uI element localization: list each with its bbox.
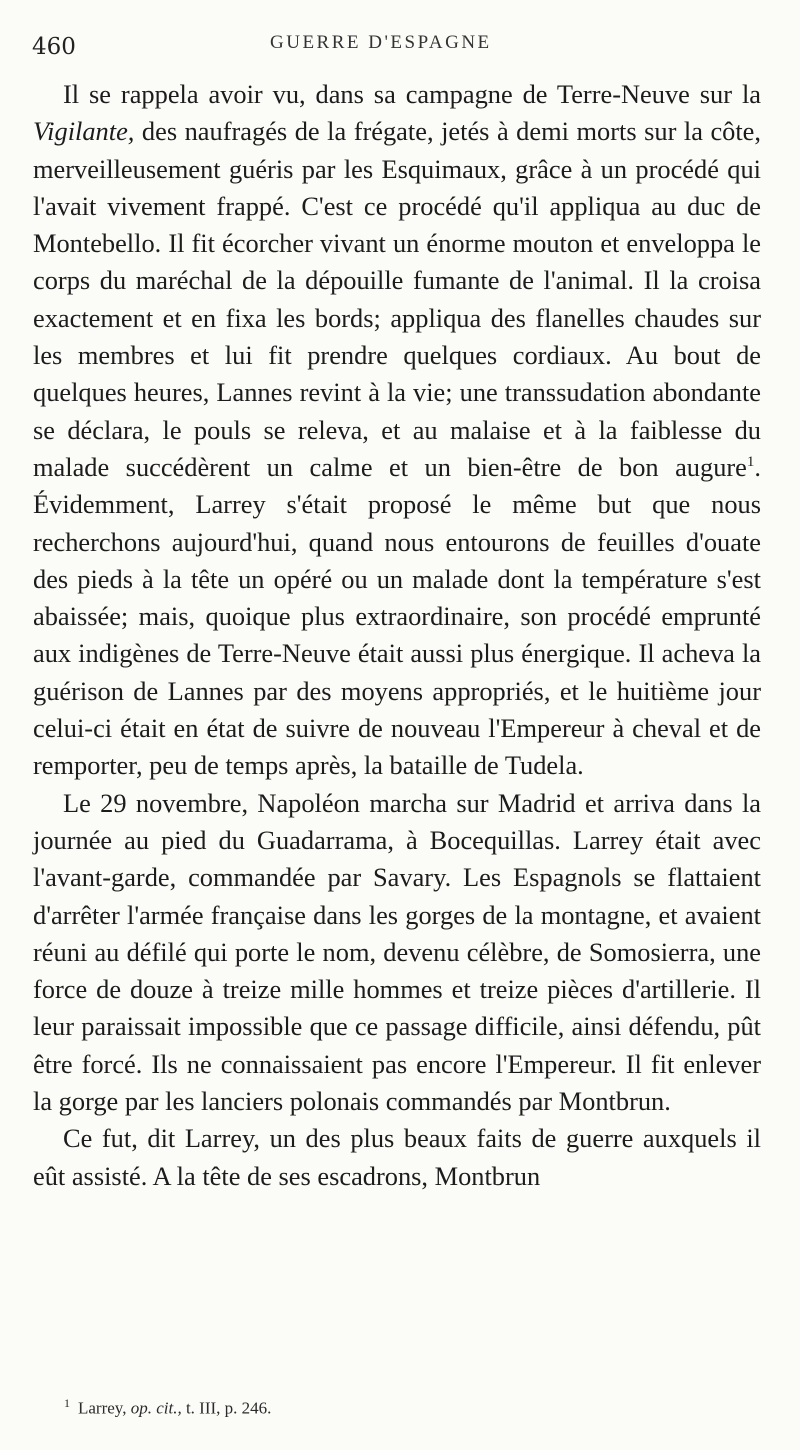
footnote-author: Larrey, [78,1398,131,1418]
body-text [33,76,761,1195]
paragraph-1-text-b: des naufragés de la frégate, jetés à demi morts sur la côte, merveilleusement guéris par les Esquimaux, grâce à un procédé qui l'avait vivement frappé. C'est ce procédé qu'il appliqua au duc de Montebello. Il fit écorcher vivant un énorme mouton et enveloppa le corps du maréchal de la dépouille fumante de l'animal. Il la croisa exactement et en fixa les bords; appliqua des flanelles chaudes sur les membres et lui fit prendre quelques cordiaux. Au bout de quelques heures, Lannes revint à la vie; une transsudation abondante se déclara, le pouls se releva, et au malaise et à la faiblesse du malade succédèrent un calme et un bien-être de bon augure [33,116,761,482]
footnote [64,1396,764,1419]
paragraph-1-text-a: Il se rappela avoir vu, dans sa campagne de Terre-Neuve sur la [63,79,761,109]
paragraph-2: Le 29 novembre, Napoléon marcha sur Madrid et arriva dans la journée au pied du Guadarrama, à Bocequillas. Larrey était avec l'avant-garde, commandée par Savary. Les Espagnols se flattaient d'arrêter l'armée française dans les gorges de la montagne, et avaient réuni au défilé qui porte le nom, devenu célèbre, de Somosierra, une force de douze à treize mille hommes et treize pièces d'artillerie. Il leur paraissait impossible que ce passage difficile, ainsi défendu, pût être forcé. Ils ne connaissaient pas encore l'Empereur. Il fit enlever la gorge par les lanciers polonais commandés par Montbrun. [33,787,761,1117]
paragraph-1-text-c: . Évidemment, Larrey s'était proposé le même but que nous recherchons aujourd'hui, quand nous entourons de feuilles d'ouate des pieds à la tête un opéré ou un malade dont la température s'est abaissée; mais, quoique plus extraordinaire, son procédé emprunté aux indigènes de Terre-Neuve était aussi plus énergique. Il acheva la guérison de Lannes par des moyens appropriés, et le huitième jour celui-ci était en état de suivre de nouveau l'Empereur à cheval et de remporter, peu de temps après, la bataille de Tudela. [33,451,761,781]
footnote-reference-italic: op. cit., [130,1398,182,1418]
ship-name: Vigilante, [33,116,135,147]
paragraph-1 [33,76,761,785]
footnote-marker: 1 [746,454,755,471]
paragraph-3: Ce fut, dit Larrey, un des plus beaux faits de guerre auxquels il eût assisté. A la tête de ses escadrons, Montbrun [33,1123,761,1191]
page-number: 460 [32,34,76,60]
footnote-number: 1 [64,1396,70,1410]
footnote-reference: t. III, p. 246. [181,1398,272,1418]
page-header [32,30,772,60]
running-title: GUERRE D'ESPAGNE [270,32,492,53]
